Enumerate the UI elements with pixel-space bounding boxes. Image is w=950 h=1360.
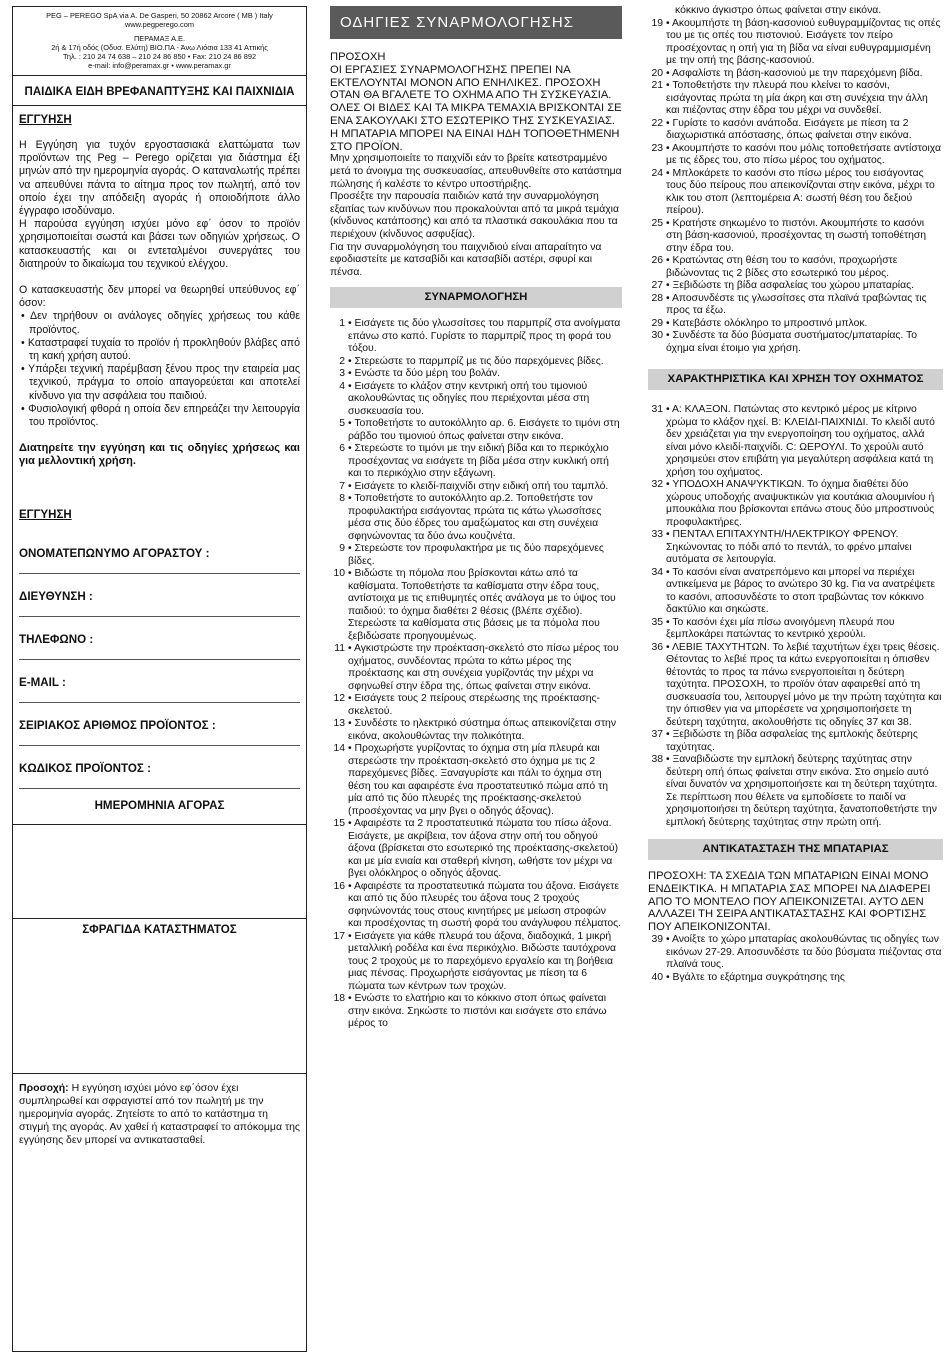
step-text: • Ενώστε το ελατήριο και το κόκκινο στοπ όπως φαίνεται στην εικόνα. Σηκώστε το πιστόνι και εισάγετε στο επάνω μέρος το bbox=[348, 993, 607, 1030]
assembly-steps-list bbox=[330, 318, 622, 1031]
step-text: • Ενώστε τα δύο μέρη του βολάν. bbox=[348, 368, 500, 380]
step-number: 22 bbox=[651, 117, 663, 129]
buyer-name-label: ΟΝΟΜΑΤΕΠΩΝΥΜΟ ΑΓΟΡΑΣΤΟΥ : bbox=[19, 546, 210, 560]
step-number: 16 bbox=[333, 880, 345, 892]
step-number: 17 bbox=[333, 930, 345, 942]
step-item bbox=[330, 443, 622, 481]
step-number: 23 bbox=[651, 142, 663, 154]
company-line-1: PEG – PEREGO SpA via A. De Gasperi, 50 20862 Arcore ( MB ) Italy bbox=[46, 11, 273, 20]
step-number: 4 bbox=[339, 380, 345, 392]
caution-heading: ΠΡΟΣΟΧΗ bbox=[330, 51, 386, 63]
step-text: • Συνδέστε το ηλεκτρικό σύστημα όπως απεικονίζεται στην εικόνα, ακολουθώντας την πολικότητα. bbox=[348, 718, 617, 742]
keep-warranty-note: Διατηρείτε την εγγύηση και τις οδηγίες χρήσεως και για μελλοντική χρήση. bbox=[19, 442, 300, 468]
warranty-paragraph: Η Εγγύηση για τυχόν εργοστασιακά ελαττώματα των προϊόντων της Peg – Perego ορίζεται για διάστημα έξι μηνών από την ημερομηνία αγοράς. Ο καταναλωτής πρέπει να απευθύνει πάντα το αίτημα προς τον πωλητή, από τον οποίο έχει την απόδειξη αγοράς ή οποιοδήποτε άλλο έγγραφο ισοδύναμο. bbox=[19, 139, 300, 218]
email-line[interactable] bbox=[19, 702, 300, 703]
step-item bbox=[648, 479, 943, 529]
caution-block bbox=[330, 51, 622, 153]
step-number: 8 bbox=[339, 493, 345, 505]
serial-number-label: ΣΕΙΡΙΑΚΟΣ ΑΡΙΘΜΟΣ ΠΡΟΪΟΝΤΟΣ : bbox=[19, 718, 216, 732]
step-number: 1 bbox=[339, 318, 345, 330]
step-text: • Αποσυνδέστε τις γλωσσίτσες στα πλαϊνά τραβώντας τις προς τα έξω. bbox=[666, 292, 927, 317]
address-label: ΔΙΕΥΘΥΝΣΗ : bbox=[19, 589, 93, 603]
step-text: • Αγκιστρώστε την προέκταση-σκελετό στο πίσω μέρος του οχήματος, συνδέοντας πρώτα το κάτω μέρος της προέκτασης και στη συνέχεια γυρίζοντάς την μέχρι να σφηνωθεί στην έδρα της, όπως φαίνεται στην εικόνα. bbox=[348, 643, 619, 692]
step-number: 24 bbox=[651, 167, 663, 179]
step-number: 31 bbox=[651, 404, 663, 416]
step-item bbox=[648, 218, 943, 256]
step-item bbox=[648, 934, 943, 972]
buyer-name-line[interactable] bbox=[19, 573, 300, 574]
step-number: 32 bbox=[651, 479, 663, 491]
step-item bbox=[648, 330, 943, 355]
step-text: • Στερεώστε το τιμόνι με την ειδική βίδα και το περικόχλιο προσέχοντας να εισάγετε τη βίδα μέσα στην κυκλική οπή και το περικόχλιο στην εξάγωνη. bbox=[348, 443, 609, 480]
step-text: • Στερεώστε τον προφυλακτήρα με τις δύο παρεχόμενες βίδες. bbox=[348, 543, 604, 567]
step-text: • Στερεώστε το παρμπρίζ με τις δύο παρεχόμενες βίδες. bbox=[348, 355, 604, 367]
step-item bbox=[648, 567, 943, 617]
product-code-label: ΚΩΔΙΚΟΣ ΠΡΟΪΟΝΤΟΣ : bbox=[19, 761, 151, 775]
step-item bbox=[648, 280, 943, 293]
note-label: Προσοχή: bbox=[19, 1081, 69, 1094]
step-number: 39 bbox=[651, 934, 663, 946]
step-number: 3 bbox=[339, 368, 345, 380]
distributor-email: e-mail: info@peramax.gr • www.peramax.gr bbox=[88, 61, 231, 70]
step-item bbox=[330, 356, 622, 369]
step-number: 10 bbox=[333, 568, 345, 580]
step-text: • ΥΠΟΔΟΧΗ ΑΝΑΨΥΚΤΙΚΩΝ. Το όχημα διαθέτει δύο χώρους υποδοχής αναψυκτικών για κουτάκια αλουμινίου ή μπουκάλια που βρίσκονται επάνω στους δύο μπροστινούς προφυλακτήρες. bbox=[666, 479, 935, 528]
step-text: • Εισάγετε για κάθε πλευρά του άξονα, διαδοχικά, 1 μικρή μεταλλική ροδέλα και ένα περικόχλιο. Βιδώστε ταυτόχρονα τους 2 τροχούς με το παρεχόμενο εργαλείο και τη βοήθεια μιας πένσας. Προχωρήστε εισάγοντας με πίεση τα 6 πώματα των κέντρων των τροχών. bbox=[348, 930, 617, 992]
step-item bbox=[648, 729, 943, 754]
phone-label: ΤΗΛΕΦΩΝΟ : bbox=[19, 632, 94, 646]
step-text: • Ακουμπήστε το κασόνι που μόλις τοποθετήσατε αντίστοιχα με τις έδρες του, στο πίσω μέρος του οχήματος. bbox=[666, 142, 941, 167]
step-text: • Το κασόνι είναι ανατρεπόμενο και μπορεί να περιέχει αντικείμενα με βάρος το ανώτερο 30 kg. Για να ανατρέψετε το κασόνι, αποσυνδέστε το στοπ τραβώντας τον κόκκινο δακτύλιο και σηκώστε. bbox=[666, 566, 936, 616]
warranty-note bbox=[13, 1073, 306, 1155]
step-item bbox=[648, 143, 943, 168]
step-item bbox=[648, 404, 943, 479]
step-text: • Τοποθετήστε την πλευρά που κλείνει το κασόνι, εισάγοντας πρώτα τη μία άκρη και στη συνέχεια την άλλη και πιέζοντας στην έδρα του μέχρι να συνδεθεί. bbox=[666, 80, 928, 117]
step-text: • Τοποθετήστε το αυτοκόλλητο αρ. 6. Εισάγετε το τιμόνι στη ράβδο του τιμονιού όπως φαίνεται στην εικόνα. bbox=[348, 418, 620, 442]
step-item bbox=[648, 80, 943, 118]
step-number: 9 bbox=[339, 543, 345, 555]
step-item bbox=[648, 642, 943, 730]
assembly-heading: ΣΥΝΑΡΜΟΛΟΓΗΣΗ bbox=[330, 287, 622, 308]
address-line[interactable] bbox=[19, 616, 300, 617]
step-item bbox=[648, 529, 943, 567]
step-number: 40 bbox=[651, 971, 663, 983]
step-item bbox=[648, 118, 943, 143]
step-text: • Μπλοκάρετε το κασόνι στο πίσω μέρος του εισάγοντας τους δύο πείρους που απεικονίζονται στην εικόνα, μέχρι το κλικ του στοπ (λεπτομέρεια Α: σωστή θέση του δεξιού πείρου). bbox=[666, 167, 935, 217]
step-text: • Αφαιρέστε τα προστατευτικά πώματα του άξονα. Εισάγετε και από τις δύο πλευρές του άξονα τους 2 τροχούς σφηνώνοντάς τους στους κινητήρες με μείωση στροφών και προσέχοντας τη σωστή φορά του ανάγλυφου πέλματος. bbox=[348, 880, 622, 930]
step-text: • Ασφαλίστε τη βάση-κασονιού με την παρεχόμενη βίδα. bbox=[666, 67, 923, 79]
phone-line[interactable] bbox=[19, 659, 300, 660]
step-item bbox=[330, 568, 622, 643]
step-item bbox=[330, 481, 622, 494]
store-stamp-box[interactable] bbox=[13, 919, 306, 1073]
email-label: E-MAIL : bbox=[19, 675, 66, 689]
step-text: • Ανοίξτε το χώρο μπαταρίας ακολουθώντας τις οδηγίες των εικόνων 27-29. Αποσυνδέστε τα δύο βύσματα πιέζοντας στα πλαϊνά τους. bbox=[666, 934, 942, 971]
step-item bbox=[330, 418, 622, 443]
step-item bbox=[648, 754, 943, 829]
step-item bbox=[330, 318, 622, 356]
warranty-bullet: • Φυσιολογική φθορά η οποία δεν επηρεάζει την λειτουργία του προϊόντος. bbox=[21, 402, 300, 429]
step-item bbox=[330, 818, 622, 881]
step-number: 14 bbox=[333, 743, 345, 755]
step-number: 19 bbox=[651, 17, 663, 29]
battery-steps-list bbox=[648, 934, 943, 984]
distributor-name: ΠΕΡΑΜΑΞ Α.Ε. bbox=[133, 34, 186, 43]
step-item bbox=[648, 68, 943, 81]
warranty-heading-2: ΕΓΓΥΗΣΗ bbox=[19, 508, 72, 521]
step-number: 35 bbox=[651, 616, 663, 628]
step-text: • A: ΚΛΑΞΟΝ. Πατώντας στο κεντρικό μέρος με κίτρινο χρώμα το κλάξον ηχεί. B: ΚΛΕΙΔΙ-ΠΑΙΧΝΙΔΙ. Το κλειδί αυτό δεν χρειάζεται για την ενεργοποίηση του οχήματος, αλλά είναι μόνο κλειδί-παιχνίδι. C: ΩΕΡΟΥΛΙ. Το χερούλι αυτό χρησιμεύει στον επιβάτη για μεγαλύτερη ασφάλεια κατά τη χρήση του οχήματος. bbox=[666, 404, 935, 478]
caution-paragraph: Προσέξτε την παρουσία παιδιών κατά την συναρμολόγηση εξαιτίας των κινδύνων που προκαλούνται από τα μικρά τεμάχια (κίνδυνος κατάποσης) και από τα πλαστικά σακουλάκια που τα περιέχουν (κίνδυνος ασφυξίας). bbox=[330, 191, 619, 240]
step-item bbox=[330, 368, 622, 381]
step-number: 36 bbox=[651, 641, 663, 653]
step-number: 7 bbox=[339, 480, 345, 492]
step-number: 18 bbox=[333, 993, 345, 1005]
company-website: www.pegperego.com bbox=[124, 20, 195, 29]
step-text: • ΛΕΒΙΕ ΤΑΧΥΤΗΤΩΝ. Το λεβιέ ταχυτήτων έχει τρεις θέσεις. Θέτοντας το λεβιέ προς τα κάτω ενεργοποιείται η όπισθεν θέτοντάς το προς τα πάνω ενεργοποιείται η δεύτερη ταχύτητα. ΠΡΟΣΟΧΗ, το προϊόν όταν αφαιρεθεί από τη συσκευασία του, λειτουργεί μόνο με την πρώτη ταχύτητα και την όπισθεν για να μπορέσετε να χρησιμοποιήσετε τη δεύτερη ταχύτητα, ακολουθήστε τις οδηγίες 37 και 38. bbox=[666, 641, 942, 728]
step-number: 5 bbox=[339, 418, 345, 430]
step-text: • Βιδώστε τη πόμολα που βρίσκονται κάτω από τα καθίσματα. Τοποθετήστε τα καθίσματα στην έδρα τους, αντίστοιχα με τις επιθυμητές οπές ανάλογα με το ύψος του παιδιού: το όχημα διαθέτει 2 θέσεις (βλέπε σχέδιο). Στερεώστε τα καθίσματα στις βάσεις με τα πόμολα που ξεβιδώσατε προηγουμένως. bbox=[348, 568, 616, 642]
step-text: • Ακουμπήστε τη βάση-κασονιού ευθυγραμμίζοντας τις οπές του με τις οπές του πιστονιού. Εισάγετε τον πείρο προσέχοντας η οπή για τη βίδα να είναι ευθυγραμμισμένη με την οπή της βάσης-κασονιού. bbox=[666, 17, 941, 67]
step-number: 34 bbox=[651, 566, 663, 578]
warranty-paragraph: Η παρούσα εγγύηση ισχύει μόνο εφ΄ όσον το προϊόν χρησιμοποιείται σωστά και βάσει των οδηγιών χρήσεως. Ο κατασκευαστής και οι εντεταλμένοι συνεργάτες του διατηρούν το δικαίωμα του τεχνικού ελέγχου. bbox=[19, 218, 300, 270]
step-item bbox=[330, 693, 622, 718]
step-item bbox=[330, 718, 622, 743]
step-number: 26 bbox=[651, 255, 663, 267]
purchase-date-box[interactable] bbox=[13, 824, 306, 936]
step-text: • Κρατώντας στη θέση του το κασόνι, προχωρήστε βιδώνοντας τις 2 βίδες στο εσωτερικό του μέρος. bbox=[666, 255, 898, 279]
assembly-column bbox=[330, 6, 622, 1360]
step-number: 38 bbox=[651, 754, 663, 766]
features-column bbox=[648, 0, 943, 1360]
step-number: 13 bbox=[333, 718, 345, 730]
features-heading: ΧΑΡΑΚΤΗΡΙΣΤΙΚΑ ΚΑΙ ΧΡΗΣΗ ΤΟΥ ΟΧΗΜΑΤΟΣ bbox=[648, 369, 943, 390]
battery-caution: ΠΡΟΣΟΧΗ: ΤΑ ΣΧΕΔΙΑ ΤΩΝ ΜΠΑΤΑΡΙΩΝ ΕΙΝΑΙ ΜΟΝΟ ΕΝΔΕΙΚΤΙΚΑ. Η ΜΠΑΤΑΡΙΑ ΣΑΣ ΜΠΟΡΕΙ ΝΑ ΔΙΑΦΕΡΕΙ ΑΠΟ ΤΟ ΜΟΝΤΕΛΟ ΠΟΥ ΑΠΕΙΚΟΝΙΖΕΤΑΙ. ΑΥΤΟ ΔΕΝ ΑΛΛΑΖΕΙ ΤΗ ΣΕΙΡΑ ΑΝΤΙΚΑΤΑΣΤΑΣΗΣ ΚΑΙ ΦΟΡΤΙΣΗΣ ΠΟΥ ΑΠΕΙΚΟΝΙΖΟΝΤΑΙ. bbox=[648, 870, 931, 934]
step-text: • Προχωρήστε γυρίζοντας το όχημα στη μία πλευρά και στερεώστε την προέκταση-σκελετό στο όχημα με τις 2 παρεχόμενες βίδες. Ξαναγυρίστε και πάλι το όχημα στη θέση του και αφαιρέστε ένα προστατευτικό πώμα από τη μία από τις δύο πλευρές της προέκτασης-σκελετού (προσέχοντας να μην βγει ο οδηγός άξονας). bbox=[348, 743, 608, 817]
step-number: 15 bbox=[333, 818, 345, 830]
warranty-bullet: • Υπάρξει τεχνική παρέμβαση ξένου προς την εταιρεία μας τεχνικού, πράγμα το οποίο απαγορεύεται και αποτελεί κίνδυνο για την ασφάλεια του παιδιού. bbox=[21, 363, 300, 402]
step-item bbox=[330, 881, 622, 931]
step-text: • Εισάγετε τις δύο γλωσσίτσες του παρμπρίζ στα ανοίγματα επάνω στο καπό. Γυρίστε το παρμπρίζ προς τη φορά του τόξου. bbox=[348, 318, 621, 355]
step-text: • Συνδέστε τα δύο βύσματα συστήματος/μπαταρίας. Το όχημα είναι έτοιμο για χρήση. bbox=[666, 330, 917, 354]
step-number: 29 bbox=[651, 317, 663, 329]
step-number: 2 bbox=[339, 355, 345, 367]
step-number: 37 bbox=[651, 729, 663, 741]
step-item bbox=[330, 643, 622, 693]
step-text: • Το κασόνι έχει μία πίσω ανοιγόμενη πλευρά που ξεμπλοκάρει πατώντας το κεντρικό χερούλι. bbox=[666, 616, 895, 641]
warranty-heading: ΕΓΓΥΗΣΗ bbox=[19, 114, 72, 126]
step-item bbox=[648, 318, 943, 331]
step-number: 30 bbox=[651, 330, 663, 342]
step-item bbox=[648, 972, 943, 985]
step-text: • Εισάγετε το κλάξον στην κεντρική οπή του τιμονιού ακολουθώντας τις οδηγίες που περιέχονται μέσα στη συσκευασία του. bbox=[348, 380, 590, 417]
step-text: • Ξεβιδώστε τη βίδα ασφαλείας του χώρου μπαταρίας. bbox=[666, 280, 915, 292]
caution-paragraph: Για την συναρμολόγηση του παιχνιδιού είναι απαραίτητο να εφοδιαστείτε με κατσαβίδι και κατσαβίδι αστέρι, σφυρί και πένσα. bbox=[330, 241, 602, 278]
step-18-continuation: κόκκινο άγκιστρο όπως φαίνεται στην εικόνα. bbox=[675, 5, 882, 16]
step-number: 21 bbox=[651, 80, 663, 92]
step-text: • Κατεβάστε ολόκληρο το μπροστινό μπλοκ. bbox=[666, 317, 868, 329]
step-item bbox=[330, 931, 622, 994]
step-item bbox=[648, 617, 943, 642]
warranty-paragraph: Ο κατασκευαστής δεν μπορεί να θεωρηθεί υπεύθυνος εφ΄ όσον: bbox=[19, 284, 300, 310]
assembly-instructions-title: ΟΔΗΓΙΕΣ ΣΥΝΑΡΜΟΛΟΓΗΣΗΣ bbox=[330, 6, 622, 39]
step-item bbox=[648, 168, 943, 218]
step-number: 12 bbox=[333, 693, 345, 705]
step-item bbox=[648, 255, 943, 280]
step-number: 20 bbox=[651, 67, 663, 79]
step-item bbox=[330, 743, 622, 818]
caution-paragraph: Μην χρησιμοποιείτε το παιχνίδι εάν το βρείτε κατεστραμμένο μετά το άνοιγμα της συσκευασίας, απευθυνθείτε στο κατάστημα πώλησης ή καλέστε το κέντρο υποστήριξης. bbox=[330, 153, 622, 190]
battery-replacement-heading: ΑΝΤΙΚΑΤΑΣΤΑΣΗ ΤΗΣ ΜΠΑΤΑΡΙΑΣ bbox=[648, 839, 943, 860]
step-item bbox=[330, 993, 622, 1031]
step-item bbox=[330, 381, 622, 419]
warranty-column bbox=[12, 6, 307, 1352]
step-text: • Αφαιρέστε τα 2 προστατευτικά πώματα του πίσω άξονα. Εισάγετε, με ακρίβεια, τον άξονα στην οπή του οδηγού άξονα (βρίσκεται στο εσωτερικό της προέκτασης-σκελετού) και με μία ενιαία και σταθερή κίνηση, ωθήστε τον μέχρι να βγει ολόκληρος ο οδηγός άξονας. bbox=[348, 818, 619, 880]
distributor-phone: Τηλ. : 210 24 74 638 – 210 24 86 850 • Fax: 210 24 86 892 bbox=[62, 52, 257, 61]
features-list bbox=[648, 404, 943, 829]
product-category-title: ΠΑΙΔΙΚΑ ΕΙΔΗ ΒΡΕΦΑΝΑΠΤΥΞΗΣ ΚΑΙ ΠΑΙΧΝΙΔΙΑ bbox=[13, 84, 306, 106]
step-text: • Τοποθετήστε το αυτοκόλλητο αρ.2. Τοποθετήστε τον προφυλακτήρα εισάγοντας πρώτα τις κάτω γλωσσίτσες μέσα στις δύο έδρες του αμαξώματος και στη συνέχεια σφηνώνοντας τα δύο άνω κουζινέτα. bbox=[348, 493, 602, 542]
step-text: • Εισάγετε το κλειδί-παιχνίδι στην ειδική οπή του ταμπλό. bbox=[348, 480, 609, 492]
step-item bbox=[648, 293, 943, 318]
step-number: 27 bbox=[651, 280, 663, 292]
step-number: 25 bbox=[651, 217, 663, 229]
caution-caps-text: ΟΙ ΕΡΓΑΣΙΕΣ ΣΥΝΑΡΜΟΛΟΓΗΣΗΣ ΠΡΕΠΕΙ ΝΑ ΕΚΤΕΛΟΥΝΤΑΙ ΜΟΝΟΝ ΑΠΟ ΕΝΗΛΙΚΕΣ. ΠΡΟΣΟΧΗ ΟΤΑΝ ΘΑ ΒΓΑΛΕΤΕ ΤΟ ΟΧΗΜΑ ΑΠΟ ΤΗ ΣΥΣΚΕΥΑΣΙΑ. ΟΛΕΣ ΟΙ ΒΙΔΕΣ ΚΑΙ ΤΑ ΜΙΚΡΑ ΤΕΜΑΧΙΑ ΒΡΙΣΚΟΝΤΑΙ ΣΕ ΕΝΑ ΣΑΚΟΥΛΑΚΙ ΣΤΟ ΕΣΩΤΕΡΙΚΟ ΤΗΣ ΣΥΣΚΕΥΑΣΙΑΣ. Η ΜΠΑΤΑΡΙΑ ΜΠΟΡΕΙ ΝΑ ΕΙΝΑΙ ΗΔΗ ΤΟΠΟΘΕΤΗΜΕΝΗ ΣΤΟ ΠΡΟΪΟΝ. bbox=[330, 63, 622, 153]
serial-number-line[interactable] bbox=[19, 745, 300, 746]
step-number: 11 bbox=[334, 643, 345, 655]
step-text: • Κρατήστε σηκωμένο το πιστόνι. Ακουμπήστε το κασόνι στη βάση-κασονιού, προσέχοντας τη σωστή τοποθέτηση στην έδρα του. bbox=[666, 217, 927, 254]
step-item bbox=[330, 493, 622, 543]
step-number: 6 bbox=[339, 443, 345, 455]
store-stamp-heading: ΣΦΡΑΓΙΔΑ ΚΑΤΑΣΤΗΜΑΤΟΣ bbox=[82, 922, 237, 936]
step-text: • Γυρίστε το κασόνι ανάποδα. Εισάγετε με πίεση τα 2 διαχωριστικά απόστασης, όπως φαίνεται στην εικόνα. bbox=[666, 117, 912, 142]
step-text: • Ξεβιδώστε τη βίδα ασφαλείας της εμπλοκής δεύτερης ταχύτητας. bbox=[666, 729, 918, 753]
step-item bbox=[330, 543, 622, 568]
distributor-address: 2ή & 17ή οδός (Οδυσ. Ελύτη) ΒΙΟ.ΠΑ - Άνω Λιόσια 133 41 Αττικής bbox=[51, 43, 268, 52]
product-code-line[interactable] bbox=[19, 788, 300, 789]
purchase-date-heading: ΗΜΕΡΟΜΗΝΙΑ ΑΓΟΡΑΣ bbox=[94, 798, 225, 812]
step-number: 28 bbox=[651, 292, 663, 304]
assembly-steps-list-cont bbox=[648, 18, 943, 356]
company-header bbox=[13, 7, 306, 76]
step-text: • Ξαναβιδώστε την εμπλοκή δεύτερης ταχύτητας στην δεύτερη οπή όπως φαίνεται στην εικόνα. Στο σημείο αυτό είναι δυνατόν να χρησιμοποιήσετε και τη δεύτερη ταχύτητα. Σε περίπτωση που θέλετε να εμποδίσετε το παιδί να χρησιμοποιήσει τη δεύτερη ταχύτητα, ξανατοποθετήστε την εμπλοκή δεύτερης ταχύτητας στην πρώτη οπή. bbox=[666, 754, 938, 828]
step-item bbox=[648, 18, 943, 68]
warranty-bullet: • Δεν τηρήθουν οι ανάλογες οδηγίες χρήσεως του κάθε προϊόντος. bbox=[21, 310, 300, 336]
warranty-bullet: • Καταστραφεί τυχαία το προϊόν ή προκληθούν βλάβες από τη κακή χρήση αυτού. bbox=[21, 336, 300, 363]
step-number: 33 bbox=[651, 529, 663, 541]
step-text: • ΠΕΝΤΑΛ ΕΠΙΤΑΧΥΝΤΗ/ΗΛΕΚΤΡΙΚΟΥ ΦΡΕΝΟΥ. Σηκώνοντας το πόδι από το πεντάλ, το φρένο μπαίνει αυτόματα σε λειτουργία. bbox=[666, 529, 912, 566]
note-text: Η εγγύηση ισχύει μόνο εφ΄όσον έχει συμπληρωθεί και σφραγιστεί από τον πωλητή με την ημερομηνία αγοράς. Ζητείστε το από το κατάστημα τη στιγμή της αγοράς. Αν χαθεί ή καταστραφεί το απόκομμα της εγγύησης δεν μπορεί να αντικατασταθεί. bbox=[19, 1081, 300, 1146]
step-text: • Εισάγετε τους 2 πείρους στερέωσης της προέκτασης-σκελετού. bbox=[348, 693, 600, 717]
step-text: • Βγάλτε το εξάρτημα συγκράτησης της bbox=[666, 971, 845, 983]
